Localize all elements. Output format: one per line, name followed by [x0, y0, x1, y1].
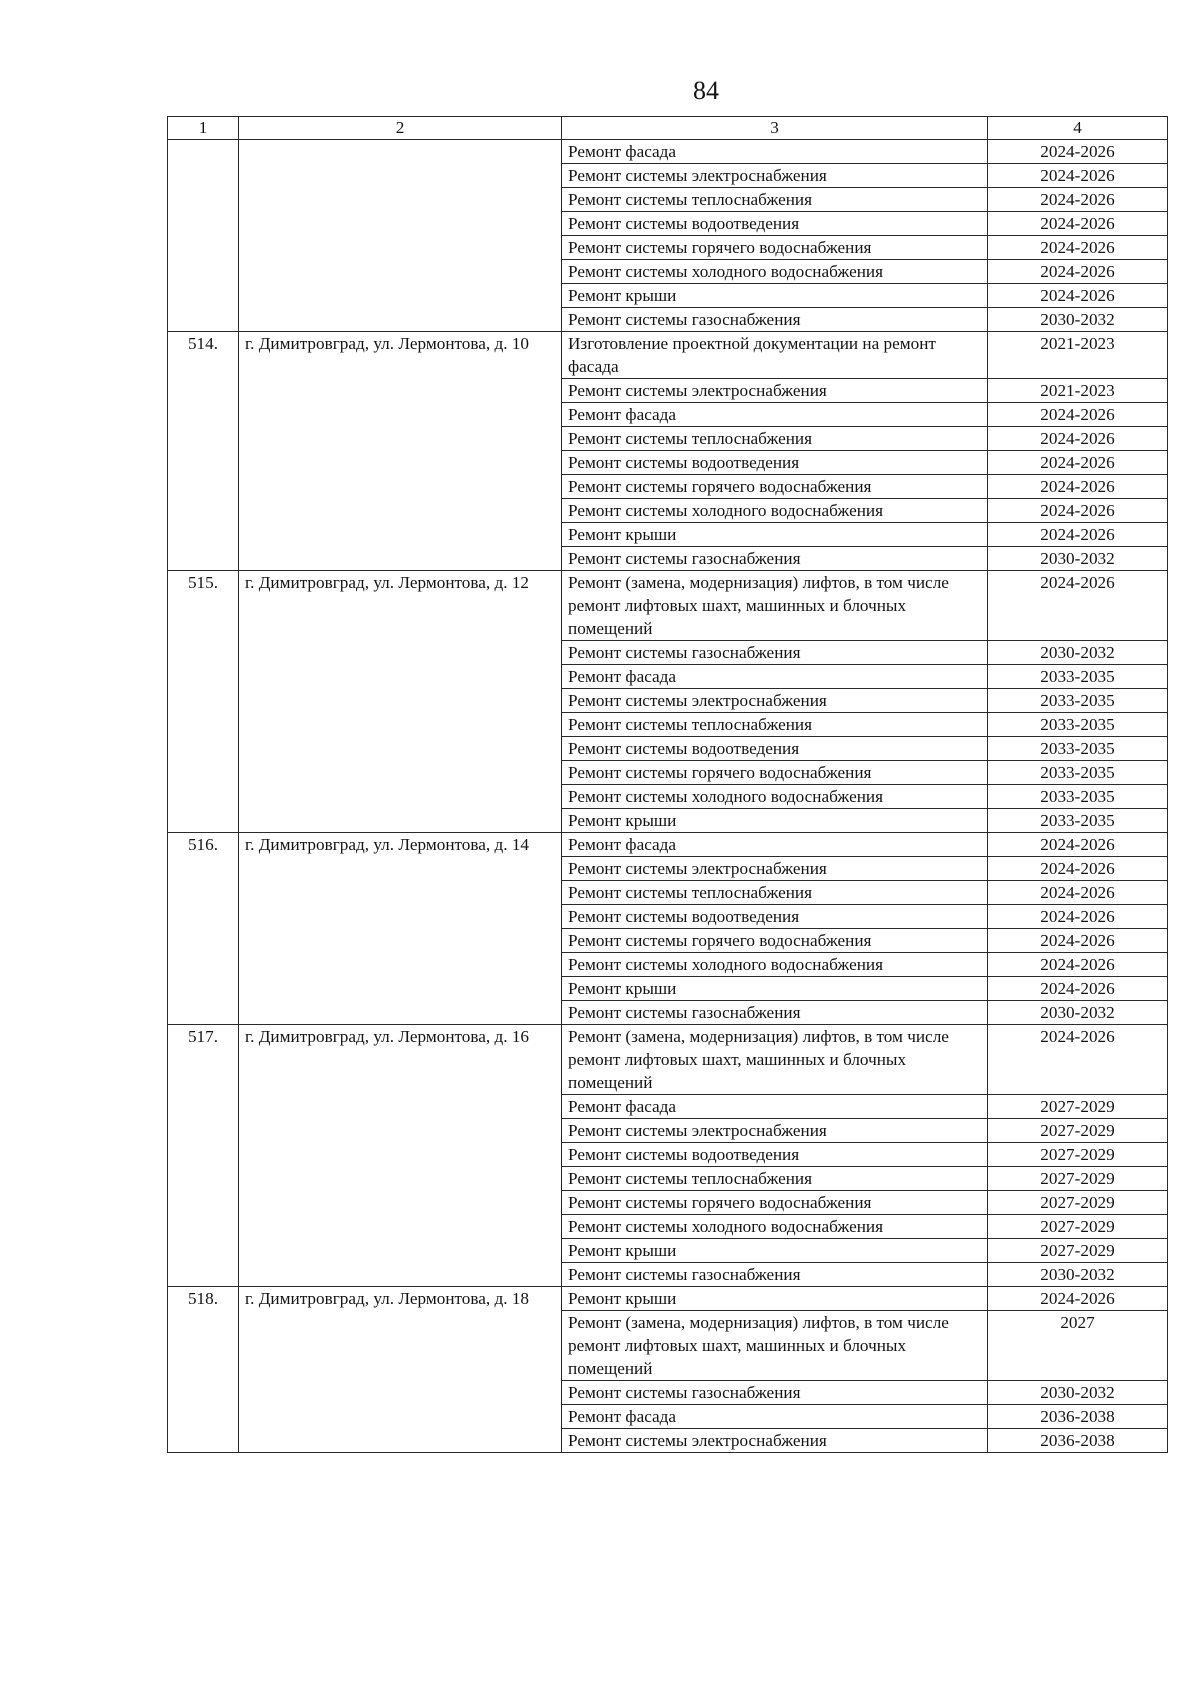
work-type: Ремонт системы электроснабжения — [562, 1429, 988, 1453]
work-type: Ремонт системы газоснабжения — [562, 1001, 988, 1025]
work-period: 2024-2026 — [988, 571, 1168, 641]
work-period: 2024-2026 — [988, 499, 1168, 523]
work-period: 2024-2026 — [988, 929, 1168, 953]
work-type: Ремонт крыши — [562, 1287, 988, 1311]
work-period: 2030-2032 — [988, 641, 1168, 665]
work-type: Ремонт системы теплоснабжения — [562, 1167, 988, 1191]
work-type: Ремонт системы водоотведения — [562, 1143, 988, 1167]
work-type: Ремонт крыши — [562, 1239, 988, 1263]
object-address: г. Димитровград, ул. Лермонтова, д. 16 — [239, 1025, 562, 1287]
work-period: 2030-2032 — [988, 547, 1168, 571]
work-period: 2024-2026 — [988, 475, 1168, 499]
work-type: Ремонт фасада — [562, 833, 988, 857]
work-type: Ремонт системы холодного водоснабжения — [562, 785, 988, 809]
work-type: Ремонт (замена, модернизация) лифтов, в том числе ремонт лифтовых шахт, машинных и блочных помещений — [562, 1311, 988, 1381]
table-row — [168, 571, 1168, 641]
work-type: Ремонт системы холодного водоснабжения — [562, 953, 988, 977]
work-type: Ремонт (замена, модернизация) лифтов, в том числе ремонт лифтовых шахт, машинных и блочных помещений — [562, 571, 988, 641]
work-period: 2030-2032 — [988, 1381, 1168, 1405]
work-period: 2024-2026 — [988, 1287, 1168, 1311]
work-period: 2033-2035 — [988, 809, 1168, 833]
object-number — [168, 140, 239, 332]
work-type: Ремонт системы электроснабжения — [562, 857, 988, 881]
work-period: 2033-2035 — [988, 665, 1168, 689]
work-period: 2024-2026 — [988, 977, 1168, 1001]
work-period: 2024-2026 — [988, 236, 1168, 260]
work-type: Ремонт системы горячего водоснабжения — [562, 1191, 988, 1215]
header-row — [168, 117, 1168, 140]
work-period: 2024-2026 — [988, 260, 1168, 284]
header-col-3: 3 — [562, 117, 988, 140]
work-type: Ремонт системы газоснабжения — [562, 1381, 988, 1405]
work-type: Ремонт системы водоотведения — [562, 212, 988, 236]
work-period: 2024-2026 — [988, 1025, 1168, 1095]
work-type: Ремонт системы электроснабжения — [562, 164, 988, 188]
header-col-2: 2 — [239, 117, 562, 140]
work-type: Ремонт системы холодного водоснабжения — [562, 1215, 988, 1239]
work-period: 2033-2035 — [988, 737, 1168, 761]
work-type: Ремонт системы теплоснабжения — [562, 188, 988, 212]
object-address: г. Димитровград, ул. Лермонтова, д. 18 — [239, 1287, 562, 1453]
work-period: 2036-2038 — [988, 1429, 1168, 1453]
object-number: 517. — [168, 1025, 239, 1287]
work-period: 2033-2035 — [988, 761, 1168, 785]
table-row — [168, 1025, 1168, 1095]
work-period: 2024-2026 — [988, 164, 1168, 188]
work-period: 2024-2026 — [988, 284, 1168, 308]
table-row — [168, 833, 1168, 857]
work-period: 2021-2023 — [988, 332, 1168, 379]
header-col-1: 1 — [168, 117, 239, 140]
object-address: г. Димитровград, ул. Лермонтова, д. 12 — [239, 571, 562, 833]
table-row — [168, 1287, 1168, 1311]
work-period: 2024-2026 — [988, 881, 1168, 905]
work-period: 2027-2029 — [988, 1239, 1168, 1263]
work-period: 2024-2026 — [988, 140, 1168, 164]
table-row — [168, 332, 1168, 379]
work-period: 2027-2029 — [988, 1215, 1168, 1239]
work-period: 2036-2038 — [988, 1405, 1168, 1429]
work-type: Ремонт системы теплоснабжения — [562, 881, 988, 905]
work-type: Ремонт системы электроснабжения — [562, 1119, 988, 1143]
work-type: Ремонт системы газоснабжения — [562, 1263, 988, 1287]
work-period: 2024-2026 — [988, 451, 1168, 475]
work-type: Ремонт фасада — [562, 1095, 988, 1119]
work-period: 2024-2026 — [988, 833, 1168, 857]
work-type: Ремонт фасада — [562, 665, 988, 689]
work-period: 2021-2023 — [988, 379, 1168, 403]
work-type: Ремонт системы горячего водоснабжения — [562, 761, 988, 785]
work-period: 2030-2032 — [988, 1263, 1168, 1287]
object-number: 516. — [168, 833, 239, 1025]
work-period: 2024-2026 — [988, 212, 1168, 236]
work-type: Ремонт системы газоснабжения — [562, 641, 988, 665]
page-number: 84 — [693, 76, 719, 105]
work-period: 2027 — [988, 1311, 1168, 1381]
work-type: Ремонт (замена, модернизация) лифтов, в том числе ремонт лифтовых шахт, машинных и блочных помещений — [562, 1025, 988, 1095]
work-period: 2033-2035 — [988, 689, 1168, 713]
object-address: г. Димитровград, ул. Лермонтова, д. 10 — [239, 332, 562, 571]
work-type: Ремонт системы горячего водоснабжения — [562, 236, 988, 260]
header-col-4: 4 — [988, 117, 1168, 140]
work-period: 2024-2026 — [988, 427, 1168, 451]
work-period: 2027-2029 — [988, 1143, 1168, 1167]
work-type: Ремонт системы электроснабжения — [562, 379, 988, 403]
work-period: 2024-2026 — [988, 523, 1168, 547]
work-period: 2033-2035 — [988, 785, 1168, 809]
work-period: 2024-2026 — [988, 905, 1168, 929]
work-type: Ремонт системы водоотведения — [562, 451, 988, 475]
table-body — [168, 140, 1168, 1453]
work-type: Ремонт системы холодного водоснабжения — [562, 260, 988, 284]
work-period: 2027-2029 — [988, 1167, 1168, 1191]
work-type: Ремонт крыши — [562, 284, 988, 308]
work-type: Ремонт системы электроснабжения — [562, 689, 988, 713]
work-period: 2024-2026 — [988, 953, 1168, 977]
object-number: 518. — [168, 1287, 239, 1453]
work-type: Ремонт системы горячего водоснабжения — [562, 475, 988, 499]
work-type: Ремонт системы газоснабжения — [562, 308, 988, 332]
work-type: Ремонт крыши — [562, 977, 988, 1001]
work-type: Ремонт системы горячего водоснабжения — [562, 929, 988, 953]
work-type: Ремонт крыши — [562, 523, 988, 547]
work-period: 2024-2026 — [988, 857, 1168, 881]
object-address — [239, 140, 562, 332]
work-period: 2030-2032 — [988, 308, 1168, 332]
work-type: Ремонт системы теплоснабжения — [562, 713, 988, 737]
work-period: 2033-2035 — [988, 713, 1168, 737]
work-type: Ремонт системы холодного водоснабжения — [562, 499, 988, 523]
work-type: Ремонт крыши — [562, 809, 988, 833]
work-type: Ремонт системы водоотведения — [562, 737, 988, 761]
work-period: 2027-2029 — [988, 1191, 1168, 1215]
work-type: Ремонт фасада — [562, 403, 988, 427]
work-period: 2024-2026 — [988, 188, 1168, 212]
object-address: г. Димитровград, ул. Лермонтова, д. 14 — [239, 833, 562, 1025]
table-row — [168, 140, 1168, 164]
object-number: 514. — [168, 332, 239, 571]
work-period: 2024-2026 — [988, 403, 1168, 427]
work-type: Ремонт системы газоснабжения — [562, 547, 988, 571]
work-type: Ремонт системы водоотведения — [562, 905, 988, 929]
work-period: 2027-2029 — [988, 1095, 1168, 1119]
work-type: Ремонт фасада — [562, 140, 988, 164]
work-period: 2027-2029 — [988, 1119, 1168, 1143]
work-type: Ремонт фасада — [562, 1405, 988, 1429]
work-type: Ремонт системы теплоснабжения — [562, 427, 988, 451]
object-number: 515. — [168, 571, 239, 833]
work-type: Изготовление проектной документации на ремонт фасада — [562, 332, 988, 379]
work-period: 2030-2032 — [988, 1001, 1168, 1025]
capital-repair-table — [167, 116, 1168, 1453]
